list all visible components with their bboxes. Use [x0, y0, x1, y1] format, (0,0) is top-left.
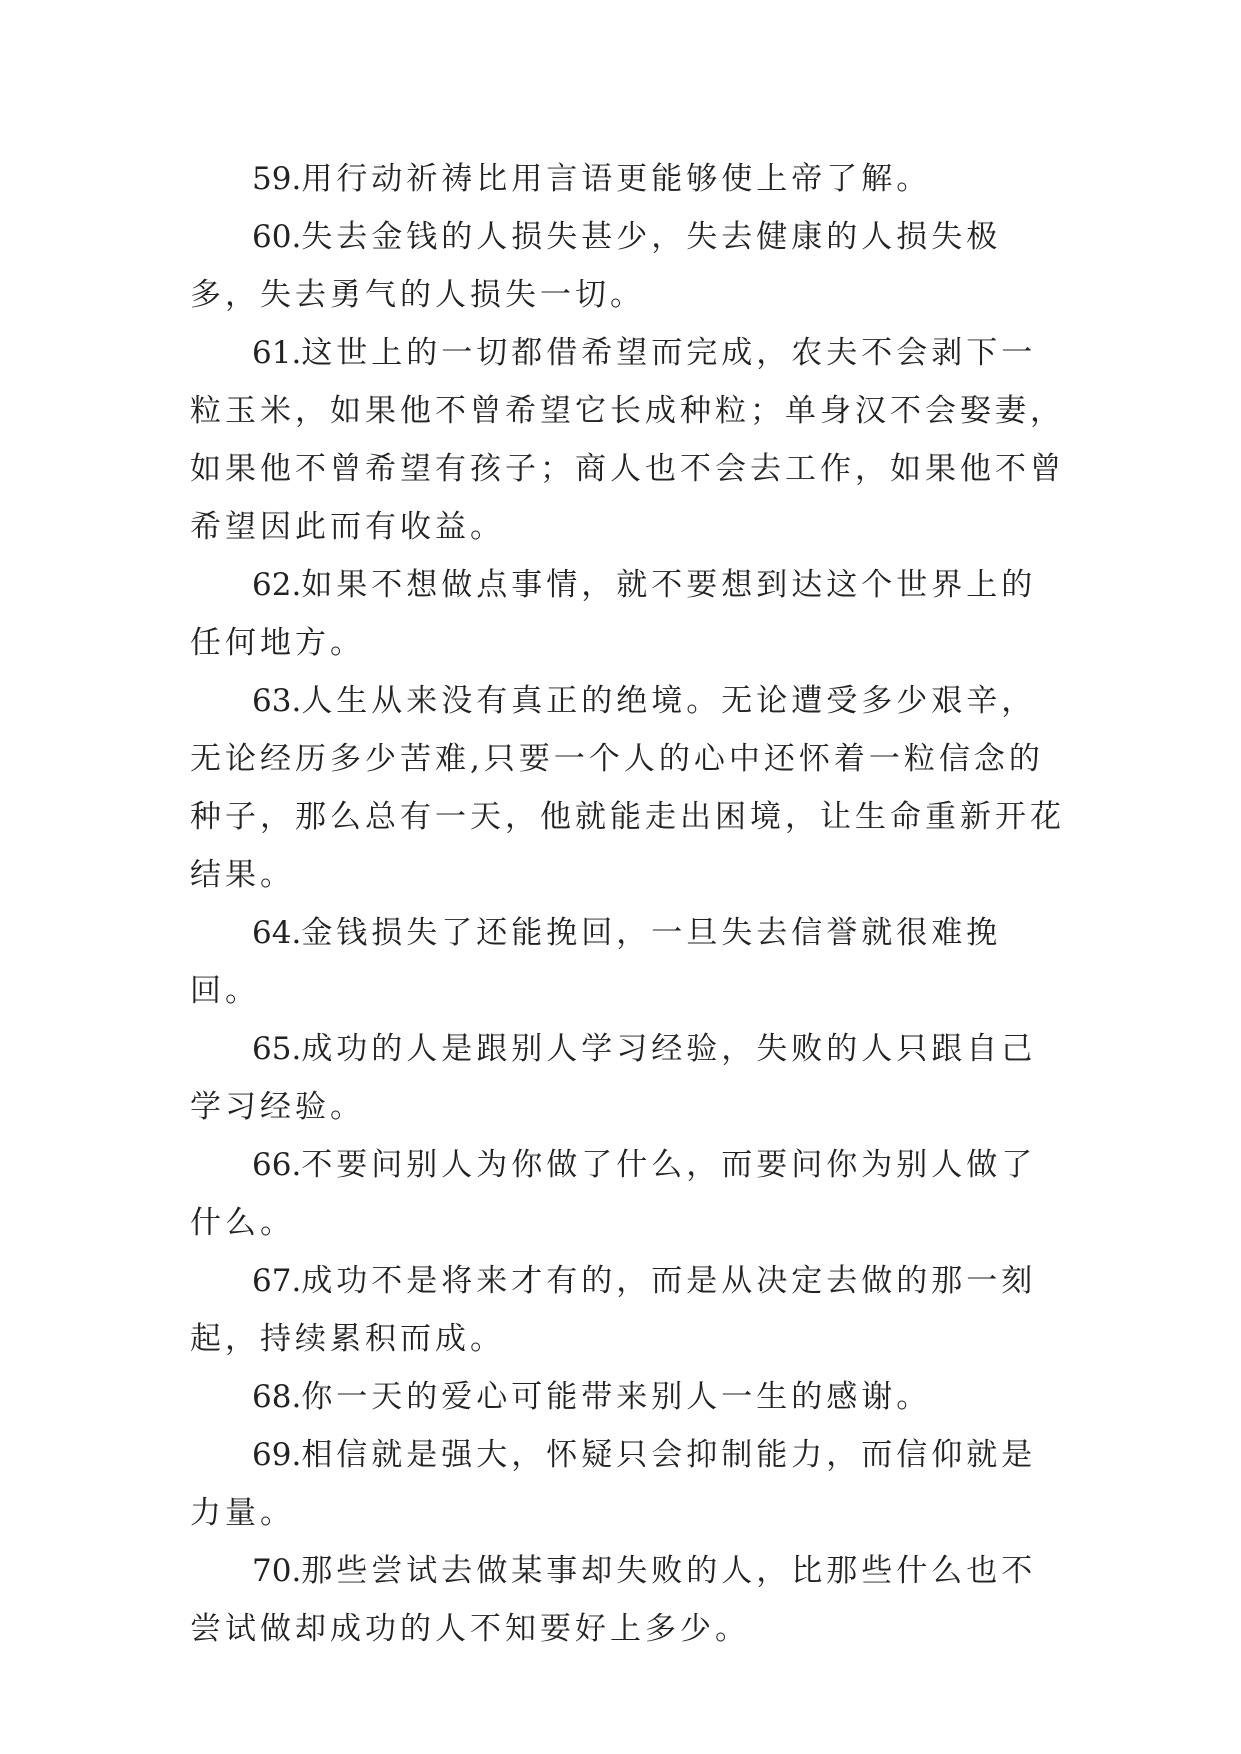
item-text: 成功不是将来才有的，而是从决定去做的那一刻起，持续累积而成。 [190, 1263, 1037, 1357]
item-number: 59. [252, 161, 302, 197]
item-number: 68. [252, 1379, 302, 1415]
item-text: 用行动祈祷比用言语更能够使上帝了解。 [301, 161, 932, 197]
item-number: 70. [252, 1553, 302, 1589]
item-number: 66. [252, 1147, 302, 1183]
item-number: 62. [252, 567, 302, 603]
item-text: 不要问别人为你做了什么，而要问你为别人做了什么。 [190, 1147, 1037, 1241]
list-item [190, 904, 1070, 1020]
item-number: 61. [252, 335, 302, 371]
item-text: 这世上的一切都借希望而完成，农夫不会剥下一粒玉米，如果他不曾希望它长成种粒；单身汉不会娶妻，如果他不曾希望有孩子；商人也不会去工作，如果他不曾希望因此而有收益。 [190, 335, 1065, 545]
list-item [190, 1252, 1070, 1368]
list-item [190, 208, 1070, 324]
list-item [190, 1426, 1070, 1542]
list-item [190, 1542, 1070, 1658]
list-item [190, 1136, 1070, 1252]
list-item [190, 1020, 1070, 1136]
list-item [190, 672, 1070, 904]
item-number: 69. [252, 1437, 302, 1473]
item-number: 63. [252, 683, 302, 719]
item-number: 67. [252, 1263, 302, 1299]
item-text: 成功的人是跟别人学习经验，失败的人只跟自己学习经验。 [190, 1031, 1037, 1125]
list-item [190, 1368, 1070, 1426]
item-text: 如果不想做点事情，就不要想到达这个世界上的任何地方。 [190, 567, 1037, 661]
item-text: 金钱损失了还能挽回，一旦失去信誉就很难挽回。 [190, 915, 1002, 1009]
item-number: 60. [252, 219, 302, 255]
list-item [190, 556, 1070, 672]
list-item [190, 324, 1070, 556]
item-number: 64. [252, 915, 302, 951]
item-text: 失去金钱的人损失甚少，失去健康的人损失极多，失去勇气的人损失一切。 [190, 219, 1002, 313]
list-item [190, 150, 1070, 208]
item-text: 你一天的爱心可能带来别人一生的感谢。 [301, 1379, 932, 1415]
item-text: 那些尝试去做某事却失败的人，比那些什么也不尝试做却成功的人不知要好上多少。 [190, 1553, 1037, 1647]
item-number: 65. [252, 1031, 302, 1067]
item-text: 相信就是强大，怀疑只会抑制能力，而信仰就是力量。 [190, 1437, 1037, 1531]
document-body [190, 150, 1070, 1658]
item-text: 人生从来没有真正的绝境。无论遭受多少艰辛，无论经历多少苦难,只要一个人的心中还怀着一粒信念的种子，那么总有一天，他就能走出困境，让生命重新开花结果。 [190, 683, 1065, 893]
